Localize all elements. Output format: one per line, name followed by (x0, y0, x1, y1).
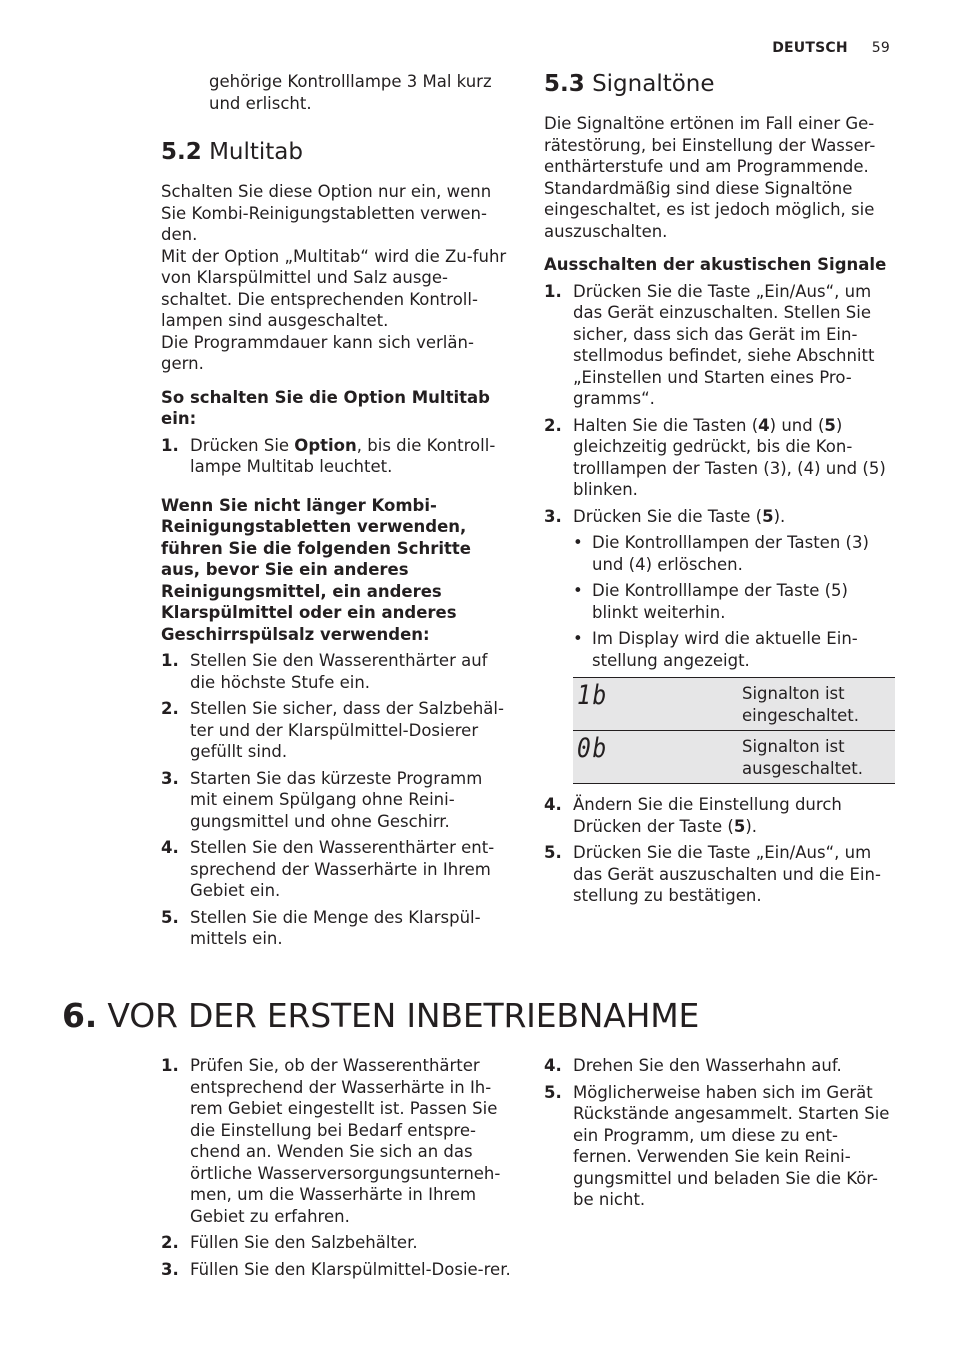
signal-setting-table (573, 677, 895, 784)
description-cell: Signalton ist ausgeschaltet. (736, 731, 895, 784)
section-heading-signal (544, 70, 896, 98)
section-number: 5.2 (161, 139, 202, 165)
list-item: 4. Stellen Sie den Wasserenthärter ent-sprechend der Wasserhärte in Ihrem Gebiet ein. (161, 838, 495, 900)
multitab-warning: Wenn Sie nicht länger Kombi-Reinigungstabletten verwenden, führen Sie die folgenden Schritte aus, bevor Sie ein anderes Reinigungsmittel, ein anderes Klarspülmittel oder ein anderes Geschirrspülsalz verwenden: (161, 495, 471, 644)
list-item: 1. Drücken Sie die Taste „Ein/Aus“, um das Gerät einzuschalten. Stellen Sie sicher, dass sich das Gerät im Ein-stellmodus befindet, siehe Abschnitt „Einstellen und Starten eines Pro-gramms“. (544, 281, 875, 408)
continuation-text: gehörige Kontrolllampe 3 Mal kurz und erlischt. (209, 72, 492, 113)
chapter6-steps-right (544, 1055, 896, 1211)
page-header (772, 38, 890, 60)
chapter-number: 6. (62, 996, 98, 1035)
chapter-heading (62, 996, 699, 1036)
list-item: 3. Starten Sie das kürzeste Programm mit einem Spülgang ohne Reini-gungsmittel und ohne Geschirr. (161, 768, 483, 831)
display-cell (573, 678, 736, 731)
list-item: • Die Kontrolllampen der Tasten (3) und (4) erlöschen. (573, 533, 869, 574)
signal-bullets (544, 532, 896, 671)
display-readout: 1b (577, 680, 609, 711)
chapter6-steps-left (161, 1055, 513, 1280)
section-title: Multitab (209, 139, 303, 165)
list-item: 1. Stellen Sie den Wasserenthärter auf die höchste Stufe ein. (161, 651, 488, 692)
list-item: 5. Stellen Sie die Menge des Klarspül-mittels ein. (161, 907, 481, 948)
description-cell: Signalton ist eingeschaltet. (736, 678, 895, 731)
multitab-para-1: Schalten Sie diese Option nur ein, wenn Sie Kombi-Reinigungstabletten verwen-den. (161, 182, 492, 244)
multitab-subheading: So schalten Sie die Option Multitab ein: (161, 387, 490, 428)
signal-subheading: Ausschalten der akustischen Signale (544, 255, 887, 274)
right-column (544, 70, 896, 912)
list-item: • Die Kontrolllampe der Taste (5) blinkt weiterhin. (573, 581, 848, 622)
signal-steps-continued (544, 794, 896, 907)
left-column (161, 71, 513, 955)
multitab-steps (161, 435, 513, 478)
table-row (573, 678, 895, 731)
section-number: 5.3 (544, 71, 585, 97)
list-item: 3. Füllen Sie den Klarspülmittel-Dosie-rer. (161, 1259, 511, 1279)
list-item: 3. Drücken Sie die Taste (5). (544, 506, 786, 526)
multitab-para-2: Mit der Option „Multitab“ wird die Zu-fuhr von Klarspülmittel und Salz ausge-schaltet. Die entsprechenden Kontroll-lampen sind ausgeschaltet. (161, 246, 507, 330)
chapter6-left-column (161, 1055, 513, 1285)
list-item: 2. Stellen Sie sicher, dass der Salzbehäl-ter und der Klarspülmittel-Dosierer gefüllt sind. (161, 699, 504, 761)
list-item: 2. Halten Sie die Tasten (4) und (5) gleichzeitig gedrückt, bis die Kon-trolllampen der Tasten (3), (4) und (5) blinken. (544, 415, 886, 499)
signal-intro: Die Signaltöne ertönen im Fall einer Ge-rätestörung, bei Einstellung der Wasser-enthärterstufe und am Programmende. Standardmäßig sind diese Signaltöne eingeschaltet, es ist jedoch möglich, sie auszuschalten. (544, 114, 876, 241)
language-label: DEUTSCH (772, 40, 848, 56)
display-cell (573, 731, 736, 784)
section-title: Signaltöne (592, 71, 715, 97)
list-item: 4. Ändern Sie die Einstellung durch Drücken der Taste (5). (544, 795, 842, 836)
list-item: 2. Füllen Sie den Salzbehälter. (161, 1233, 418, 1252)
list-item: 5. Drücken Sie die Taste „Ein/Aus“, um das Gerät auszuschalten und die Ein-stellung zu bestätigen. (544, 843, 881, 905)
multitab-reset-steps (161, 650, 513, 950)
list-item: 1. Prüfen Sie, ob der Wasserenthärter entsprechend der Wasserhärte in Ih-rem Gebiet eingestellt ist. Passen Sie die Einstellung bei Bedarf entspre-chend an. Wenden Sie sich an das örtliche Wasserversorgungsunterneh-men, um die Wasserhärte in Ihrem Gebiet zu erfahren. (161, 1056, 501, 1226)
chapter-title: VOR DER ERSTEN INBETRIEBNAHME (107, 996, 700, 1035)
section-heading-multitab (161, 138, 513, 166)
list-item: 1. Drücken Sie Option, bis die Kontroll-lampe Multitab leuchtet. (161, 435, 496, 476)
signal-steps (544, 281, 896, 528)
list-item: 4. Drehen Sie den Wasserhahn auf. (544, 1056, 842, 1075)
page-number: 59 (871, 40, 890, 56)
table-row (573, 731, 895, 784)
chapter6-right-column (544, 1055, 896, 1216)
list-item: 5. Möglicherweise haben sich im Gerät Rückstände angesammelt. Starten Sie ein Programm, um diese zu ent-fernen. Verwenden Sie kein Reini-gungsmittel und beladen Sie die Kör-be nicht. (544, 1082, 890, 1209)
display-readout: 0b (577, 733, 609, 764)
multitab-para-3: Die Programmdauer kann sich verlän-gern. (161, 332, 474, 373)
list-item: • Im Display wird die aktuelle Ein-stellung angezeigt. (573, 629, 858, 670)
